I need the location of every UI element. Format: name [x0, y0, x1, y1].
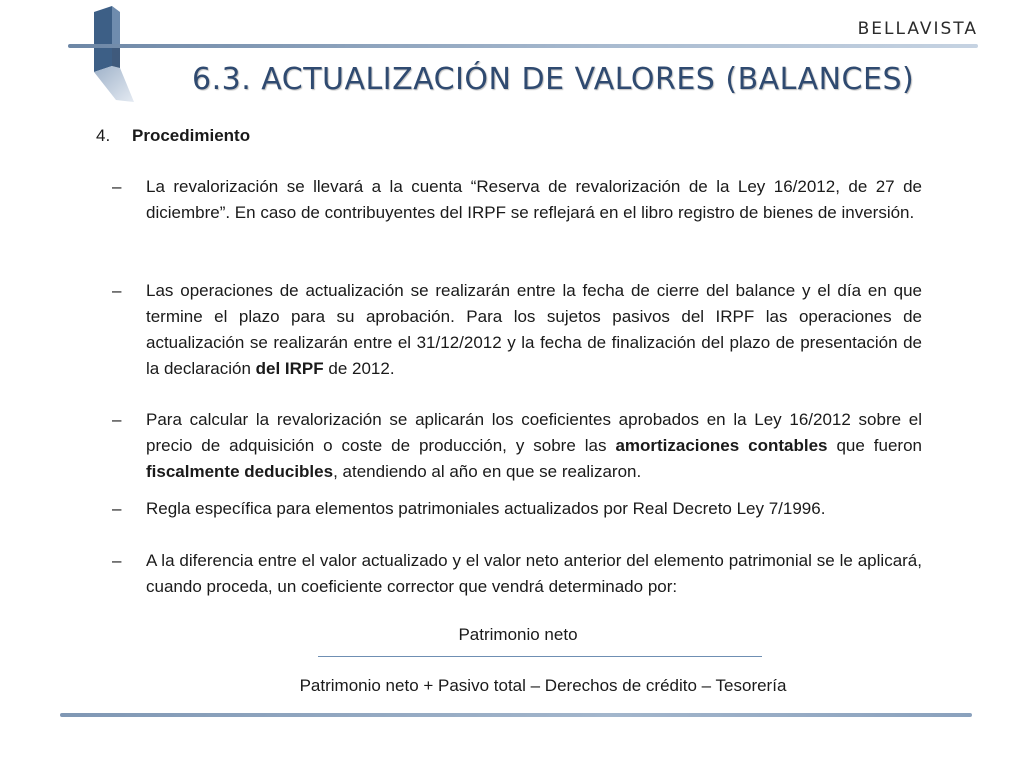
footer-rule: [60, 713, 972, 717]
bullet-item: [112, 548, 922, 600]
bullet-text-part: Las operaciones de actualización se realizarán entre la fecha de cierre del balance y el día en que termine el plazo para su aprobación. Para los sujetos pasivos del IRPF las operaciones de actualización se realizarán entre el 31/12/2012 y la fecha de finalización del plazo de presentación de la declaración: [146, 281, 922, 378]
bullet-bold-text: amortizaciones contables: [615, 436, 828, 455]
bullet-dash: –: [112, 281, 122, 300]
section-heading-text: Procedimiento: [132, 126, 251, 145]
bullet-dash: –: [112, 410, 122, 429]
section-heading: [96, 126, 250, 146]
fraction-bar: [318, 656, 762, 657]
bullet-dash: –: [112, 177, 122, 196]
bullet-text-part: , atendiendo al año en que se realizaron.: [333, 462, 642, 481]
page-title: 6.3. ACTUALIZACIÓN DE VALORES (BALANCES): [192, 62, 915, 97]
bullet-item: [112, 407, 922, 485]
bullet-dash: –: [112, 551, 122, 570]
bullet-item: [112, 278, 922, 382]
logo-icon: [86, 4, 136, 104]
bullet-text: La revalorización se llevará a la cuenta “Reserva de revalorización de la Ley 16/2012, de 27 de diciembre”. En caso de contribuyentes del IRPF se reflejará en el libro registro de bienes de inversión.: [146, 177, 922, 222]
bullet-dash: –: [112, 499, 122, 518]
brand-label: BELLAVISTA: [857, 19, 978, 39]
bullet-bold-text: del IRPF: [255, 359, 324, 378]
bullet-text-part: de 2012.: [323, 359, 395, 378]
formula-denominator: Patrimonio neto + Pasivo total – Derechos de crédito – Tesorería: [299, 676, 787, 695]
bullet-text: Regla específica para elementos patrimoniales actualizados por Real Decreto Ley 7/1996.: [146, 499, 826, 518]
bullet-text: A la diferencia entre el valor actualizado y el valor neto anterior del elemento patrimonial se le aplicará, cuando proceda, un coeficiente corrector que vendrá determinado por:: [146, 551, 922, 596]
formula-numerator: Patrimonio neto: [458, 625, 578, 644]
bullet-bold-text: fiscalmente deducibles: [146, 462, 334, 481]
bullet-text-part: Para calcular la revalorización se aplicarán los coeficientes aprobados en la Ley 16/2012 sobre el precio de adquisición o coste de producción, y sobre las: [146, 410, 922, 455]
bullet-item: [112, 496, 922, 522]
section-number: 4.: [96, 126, 111, 145]
bullet-text-part: que fueron: [827, 436, 922, 455]
bullet-text: [146, 278, 922, 382]
bullet-item: [112, 174, 922, 226]
bullet-text: [146, 407, 922, 485]
header-rule: [68, 44, 978, 48]
